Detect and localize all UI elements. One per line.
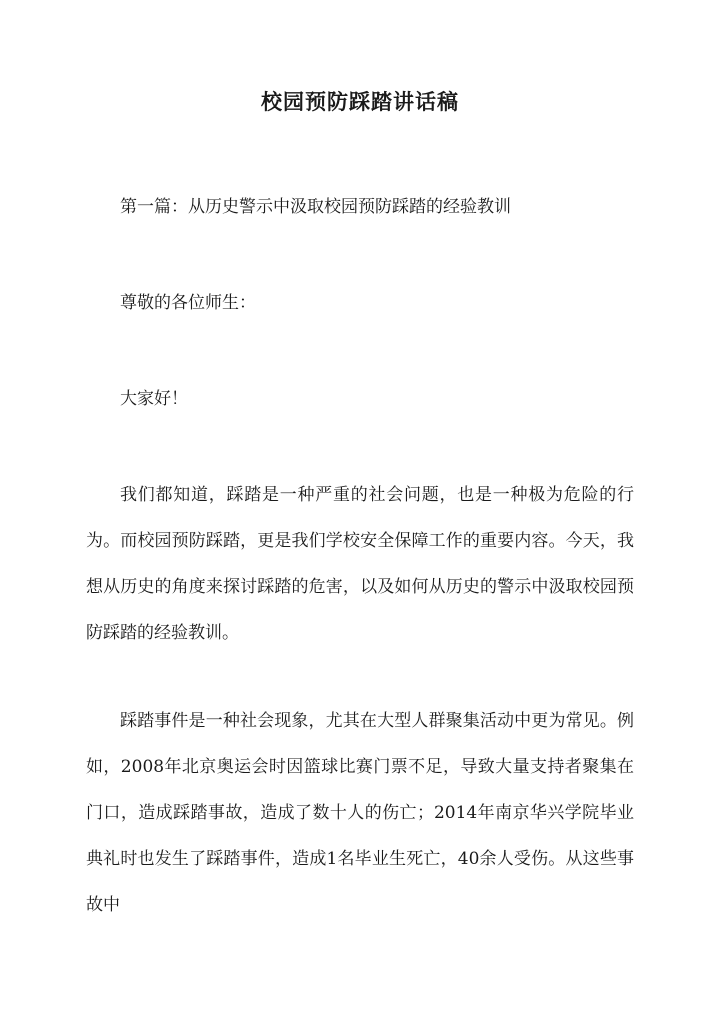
document-title: 校园预防踩踏讲话稿 bbox=[261, 89, 459, 114]
paragraph-examples: 踩踏事件是一种社会现象，尤其在大型人群聚集活动中更为常见。例如，2008年北京奥运会时因篮球比赛门票不足，导致大量支持者聚集在门口，造成踩踏事故，造成了数十人的伤亡；2014年南京华兴学院毕业典礼时也发生了踩踏事件，造成1名毕业生死亡，40余人受伤。从这些事故中 bbox=[86, 711, 634, 915]
paragraph-section-heading: 第一篇：从历史警示中汲取校园预防踩踏的经验教训 bbox=[120, 197, 511, 217]
paragraph-salutation: 尊敬的各位师生： bbox=[120, 293, 256, 313]
paragraph-introduction: 我们都知道，踩踏是一种严重的社会问题，也是一种极为危险的行为。而校园预防踩踏，更是我们学校安全保障工作的重要内容。今天，我想从历史的角度来探讨踩踏的危害，以及如何从历史的警示中汲取校园预防踩踏的经验教训。 bbox=[86, 485, 634, 643]
paragraph-greeting: 大家好！ bbox=[120, 389, 188, 409]
